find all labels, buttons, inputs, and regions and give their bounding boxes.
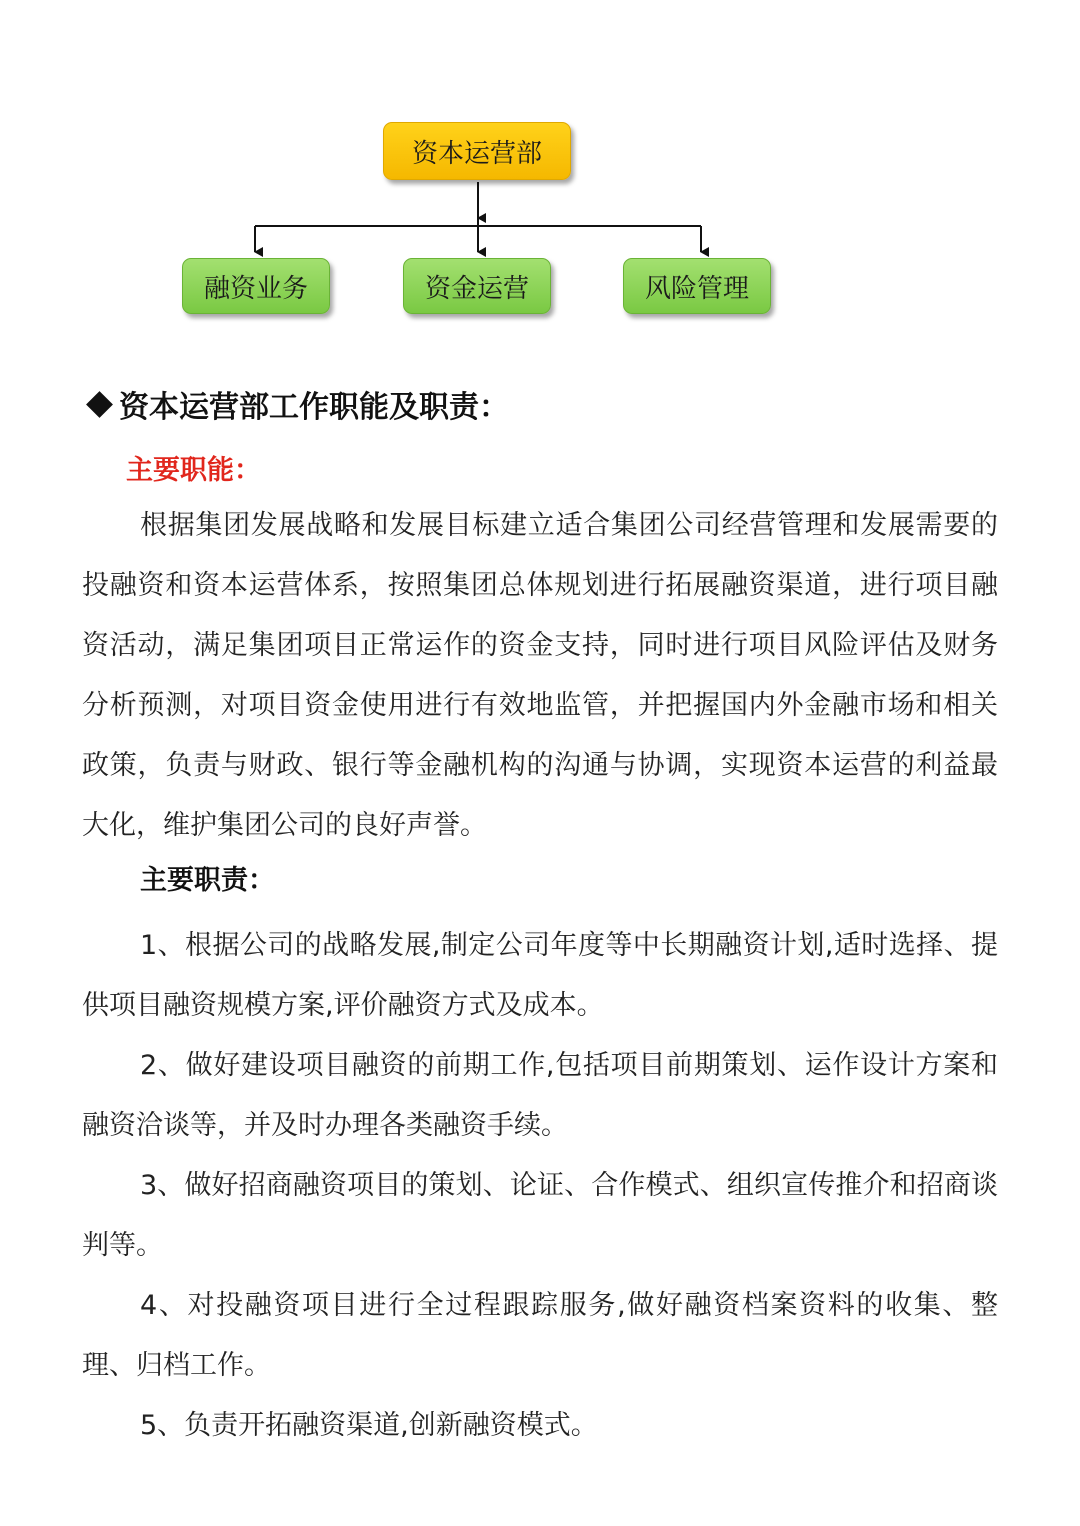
duty-item: 4、对投融资项目进行全过程跟踪服务,做好融资档案资料的收集、整理、归档工作。 <box>82 1290 998 1381</box>
duties-list <box>82 916 998 1456</box>
duty-item: 3、做好招商融资项目的策划、论证、合作模式、组织宣传推介和招商谈判等。 <box>82 1170 998 1261</box>
org-child-label: 风险管理 <box>644 273 749 304</box>
functions-paragraph: 根据集团发展战略和发展目标建立适合集团公司经营管理和发展需要的投融资和资本运营体系，按照集团总体规划进行拓展融资渠道，进行项目融资活动，满足集团项目正常运作的资金支持，同时进行项目风险评估及财务分析预测，对项目资金使用进行有效地监管，并把握国内外金融市场和相关政策，负责与财政、银行等金融机构的沟通与协调，实现资本运营的利益最大化，维护集团公司的良好声誉。 <box>82 510 998 841</box>
org-child-risk-management <box>623 258 771 314</box>
org-child-financing <box>182 258 330 314</box>
org-child-fund-operation <box>403 258 551 314</box>
section-heading <box>84 382 509 426</box>
duties-title: 主要职责： <box>140 865 275 896</box>
org-child-label: 融资业务 <box>203 273 308 304</box>
org-child-label: 资金运营 <box>424 273 529 304</box>
section-heading-text: 资本运营部工作职能及职责： <box>119 390 509 425</box>
org-top-label: 资本运营部 <box>411 138 542 169</box>
functions-title: 主要职能： <box>126 455 261 486</box>
duty-item: 2、做好建设项目融资的前期工作,包括项目前期策划、运作设计方案和融资洽谈等，并及时办理各类融资手续。 <box>82 1050 998 1141</box>
org-top-box <box>383 122 571 180</box>
diamond-bullet-icon <box>86 391 113 418</box>
duty-item: 1、根据公司的战略发展,制定公司年度等中长期融资计划,适时选择、提供项目融资规模方案,评价融资方式及成本。 <box>82 930 998 1021</box>
duty-item: 5、负责开拓融资渠道,创新融资模式。 <box>140 1410 598 1441</box>
